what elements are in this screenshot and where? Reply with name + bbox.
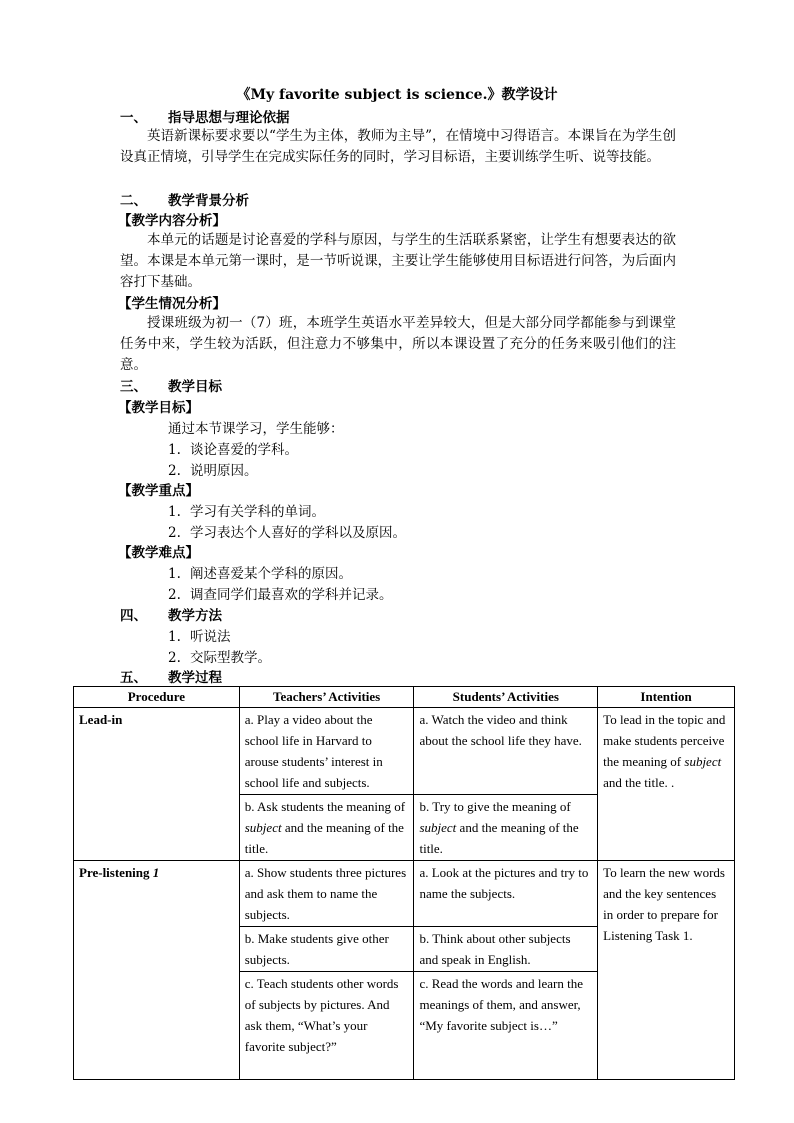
method-item-1: 1. 听说法 (168, 629, 231, 645)
key-point-item-1: 1. 学习有关学科的单词。 (168, 504, 325, 520)
section-heading-1: 一、 指导思想与理论依据 (120, 110, 290, 126)
subheading-difficulties: 【教学难点】 (118, 545, 199, 561)
header-intention: Intention (598, 687, 735, 708)
objective-item-2: 2. 说明原因。 (168, 463, 258, 479)
teacher-activity-cell: c. Teach students other words of subjects by pictures. And ask them, “What’s your favorite subject?” (239, 972, 414, 1080)
section-heading-2: 二、 教学背景分析 (120, 193, 249, 209)
subheading-content-analysis: 【教学内容分析】 (118, 213, 226, 229)
section-heading-5: 五、 教学过程 (120, 670, 222, 686)
student-activity-cell: c. Read the words and learn the meanings of them, and answer, “My favorite subject is…” (414, 972, 598, 1080)
objective-item-1: 1. 谈论喜爱的学科。 (168, 442, 298, 458)
header-students-activities: Students’ Activities (414, 687, 598, 708)
student-activity-cell: b. Think about other subjects and speak in English. (414, 927, 598, 972)
student-activity-cell: a. Look at the pictures and try to name the subjects. (414, 861, 598, 927)
objectives-intro: 通过本节课学习，学生能够： (168, 421, 344, 437)
section-heading-3: 三、 教学目标 (120, 379, 222, 395)
content-analysis-paragraph: 本单元的话题是讨论喜爱的学科与原因，与学生的生活联系紧密，让学生有想要表达的欲望。本课是本单元第一课时，是一节听说课，主要让学生能够使用目标语进行问答，为后面内容打下基础。 (120, 232, 676, 290)
intention-cell: To learn the new words and the key sentences in order to prepare for Listening Task 1. (598, 861, 735, 1080)
procedure-pre-listening: Pre-listening 1 (74, 861, 240, 1080)
method-item-2: 2. 交际型教学。 (168, 650, 271, 666)
subheading-objectives: 【教学目标】 (118, 400, 199, 416)
difficulty-item-2: 2. 调查同学们最喜欢的学科并记录。 (168, 587, 393, 603)
teaching-process-table (73, 686, 735, 1080)
section-heading-4: 四、 教学方法 (120, 608, 222, 624)
section-1-paragraph: 英语新课标要求要以“学生为主体，教师为主导”，在情境中习得语言。本课旨在为学生创设真正情境，引导学生在完成实际任务的同时，学习目标语，主要训练学生听、说等技能。 (120, 128, 676, 165)
teacher-activity-cell: a. Show students three pictures and ask them to name the subjects. (239, 861, 414, 927)
intention-cell: To lead in the topic and make students perceive the meaning of subject and the title. . (598, 708, 735, 861)
student-analysis-paragraph: 授课班级为初一（7）班，本班学生英语水平差异较大，但是大部分同学都能参与到课堂任务中来，学生较为活跃，但注意力不够集中，所以本课设置了充分的任务来吸引他们的注意。 (120, 315, 676, 373)
teacher-activity-cell: b. Ask students the meaning of subject and the meaning of the title. (239, 795, 414, 861)
subheading-student-analysis: 【学生情况分析】 (118, 296, 226, 312)
document-title: 《My favorite subject is science.》教学设计 (236, 87, 558, 103)
subheading-key-points: 【教学重点】 (118, 483, 199, 499)
teacher-activity-cell: b. Make students give other subjects. (239, 927, 414, 972)
table-row (74, 708, 735, 795)
teacher-activity-cell: a. Play a video about the school life in Harvard to arouse students’ interest in school life and subjects. (239, 708, 414, 795)
key-point-item-2: 2. 学习表达个人喜好的学科以及原因。 (168, 525, 406, 541)
student-activity-cell: b. Try to give the meaning of subject and the meaning of the title. (414, 795, 598, 861)
procedure-lead-in: Lead-in (74, 708, 240, 861)
table-row (74, 861, 735, 927)
student-activity-cell: a. Watch the video and think about the school life they have. (414, 708, 598, 795)
table-header-row (74, 687, 735, 708)
difficulty-item-1: 1. 阐述喜爱某个学科的原因。 (168, 566, 352, 582)
header-procedure: Procedure (74, 687, 240, 708)
header-teachers-activities: Teachers’ Activities (239, 687, 414, 708)
